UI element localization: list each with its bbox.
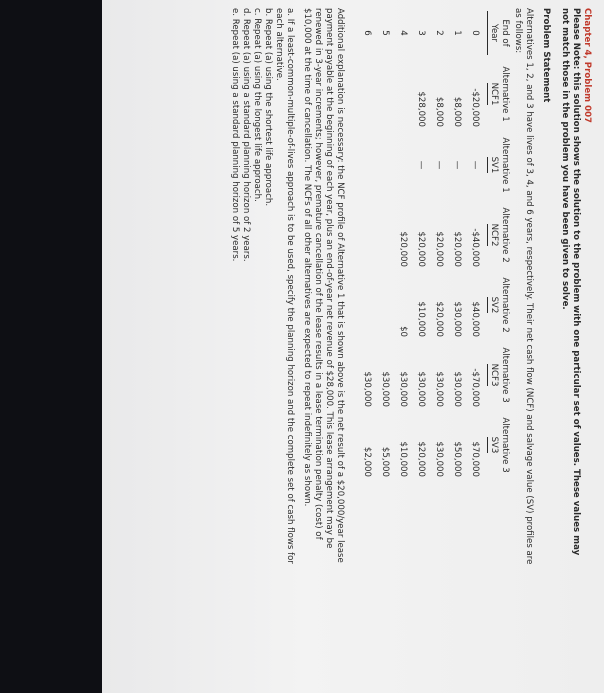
additional-explanation: Additional explanation is necessary: the NCF profile of Alternative 1 that is shown above is the net result of a $20,000/year lease payment payable at the beginning of each year, plus an end-of-year net revenue of $28,000. This lease arrangement may be renewed in 3-year increments; however, premature cancellation of the lease results in a lease termination penalty (cost) of $10,000 at the time of cancellation. The NCFs of all other alternatives are expected to repeat indefinitely as shown. <box>302 8 345 563</box>
table-row: 0 -$20,000 — -$40,000 $40,000 -$70,000 $70,000 <box>470 30 480 477</box>
table-row: 3 $28,000 — $20,000 $10,000 $30,000 $20,000 <box>416 30 426 477</box>
table-row: 5 $30,000 $5,000 <box>380 30 390 477</box>
header-sv3: Alternative 3 SV3 <box>489 417 510 473</box>
problem-heading: Problem Statement <box>541 8 551 103</box>
question-b: b. Repeat (a) using the shortest life approach. <box>263 8 273 207</box>
header-ncf3: Alternative 3 NCF3 <box>489 347 510 403</box>
header-ncf2: Alternative 2 NCF2 <box>489 207 510 263</box>
table-row: 4 $20,000 $0 $30,000 $10,000 <box>398 30 408 477</box>
question-c: c. Repeat (a) using the longest life approach. <box>252 8 262 202</box>
header-end-of-year: End of Year <box>487 8 510 58</box>
chapter-title: Chapter 4, Problem 007 <box>582 8 592 124</box>
table-row: 2 $8,000 — $20,000 $20,000 $30,000 $30,000 <box>434 30 444 477</box>
cash-flow-table <box>361 8 510 480</box>
question-a: a. If a least-common-multiple-of-lives approach is to be used, specify the planning horizon and the complete set of cash flows for each alternative. <box>274 8 295 564</box>
question-list <box>229 8 295 568</box>
question-e: e. Repeat (a) using a standard planning horizon of 5 years. <box>230 8 240 262</box>
document-photo <box>102 0 604 693</box>
table-row: 6 $30,000 $2,000 <box>362 30 372 477</box>
table-row: 1 $8,000 — $20,000 $30,000 $30,000 $50,000 <box>452 30 462 477</box>
solution-note: Please Note: this solution shows the solution to the problem with one particular set of values. These values may not match those in the problem you have been given to solve. <box>560 8 581 556</box>
header-ncf1: Alternative 1 NCF1 <box>489 66 510 122</box>
page-content <box>229 8 592 568</box>
table-header-row <box>487 8 510 480</box>
rotated-page <box>102 0 604 693</box>
question-d: d. Repeat (a) using a standard planning horizon of 2 years. <box>241 8 251 262</box>
problem-intro: Alternatives 1, 2, and 3 have lives of 3, 4, and 6 years, respectively. Their net cash flow (NCF) and salvage value (SV) profiles are as follows: <box>513 8 534 565</box>
header-sv2: Alternative 2 SV2 <box>489 277 510 333</box>
header-sv1: Alternative 1 SV1 <box>489 137 510 193</box>
